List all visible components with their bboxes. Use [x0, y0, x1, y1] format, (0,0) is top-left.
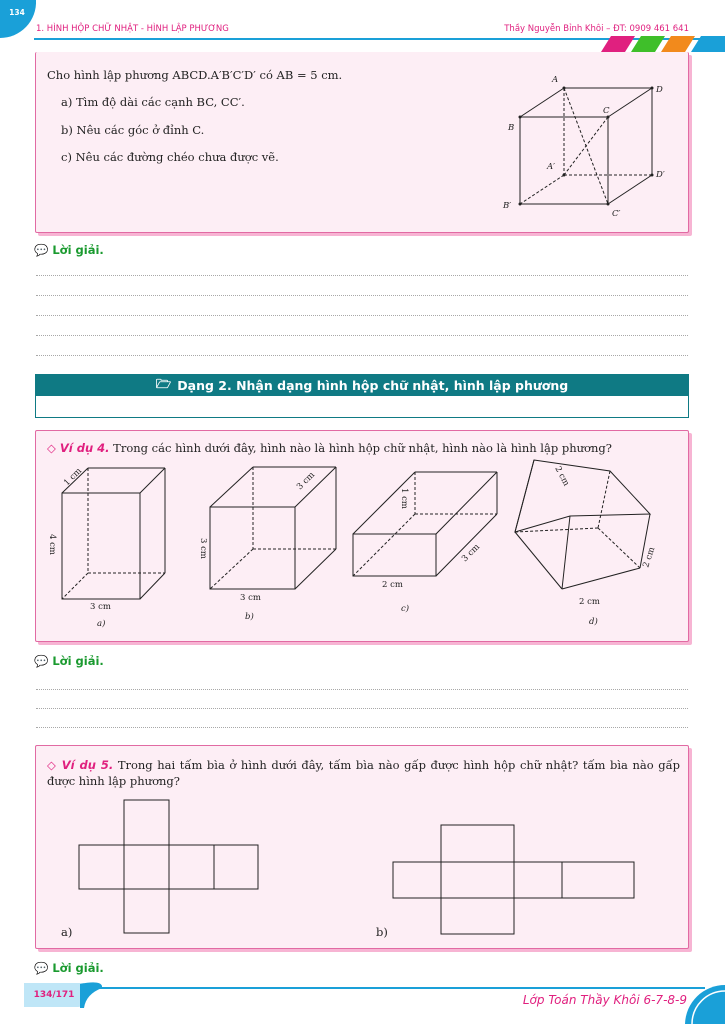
example5-label: [47, 758, 113, 772]
solution-label: [34, 654, 104, 668]
footer-rule: [85, 987, 705, 989]
fig-b-width: 3 cm: [240, 593, 261, 603]
header-chapter-title: 1. HÌNH HỘP CHỮ NHẬT - HÌNH LẬP PHƯƠNG: [36, 24, 229, 34]
answer-line: [36, 689, 688, 690]
answer-line: [36, 315, 688, 316]
fig-a-height: 4 cm: [47, 534, 57, 555]
answer-line: [36, 727, 688, 728]
footer-wave: [80, 980, 104, 1010]
section-title-bar: [35, 374, 689, 396]
solution-label-text: Lời giải.: [52, 243, 104, 257]
figure-c: [345, 460, 505, 620]
fig-c-height: 1 cm: [399, 488, 409, 509]
fig-a-depth: 1 cm: [62, 466, 84, 489]
footer-brand: Lớp Toán Thầy Khôi 6-7-8-9: [522, 993, 687, 1007]
section-box: [35, 396, 689, 418]
answer-line: [36, 708, 688, 709]
example4-question: Trong các hình dưới đây, hình nào là hình hộp chữ nhật, hình nào là hình lập phương?: [113, 441, 612, 455]
fig-b-height: 3 cm: [198, 538, 208, 559]
example4-label: [47, 441, 110, 455]
header-page-number: 134: [9, 8, 25, 17]
vertex-A1: A′: [547, 162, 556, 172]
footer-page-indicator: 134/171: [24, 983, 84, 1007]
diamond-icon: ◇: [47, 441, 56, 455]
fig-d-side: 2 cm: [641, 545, 658, 569]
figure-d: [510, 456, 660, 631]
vertex-B1: B′: [503, 201, 512, 211]
fig-c-depth: 3 cm: [460, 542, 482, 565]
example4-text: [47, 441, 687, 455]
net-a-caption: a): [61, 925, 73, 939]
answer-line: [36, 335, 688, 336]
net-b: [385, 820, 645, 940]
example5-question: Trong hai tấm bìa ở hình dưới đây, tấm bìa nào gấp được hình hộp chữ nhật? tấm bìa nào gấp được hình lập phương?: [47, 758, 681, 788]
header-author: Thầy Nguyễn Bỉnh Khôi – ĐT: 0909 461 641: [504, 24, 689, 34]
example4-label-text: Ví dụ 4.: [59, 441, 110, 455]
fig-a-width: 3 cm: [90, 602, 111, 612]
footer-corner: [685, 985, 725, 1024]
figure-a: [40, 460, 180, 635]
fig-d-caption: d): [589, 617, 598, 627]
vertex-C1: C′: [612, 209, 621, 219]
folder-open-icon: 🗁: [155, 375, 172, 391]
vertex-D: D: [656, 85, 663, 95]
cube-figure: [500, 68, 680, 220]
section-title: Dạng 2. Nhận dạng hình hộp chữ nhật, hình lập phương: [177, 377, 569, 393]
vertex-C: C: [603, 106, 610, 116]
solution-label-text: Lời giải.: [52, 654, 104, 668]
problem-intro: Cho hình lập phương ABCD.A′B′C′D′ có AB = 5 cm.: [47, 68, 343, 82]
example5-text: [47, 757, 680, 789]
problem-item-a: a) Tìm độ dài các cạnh BC, CC′.: [61, 95, 245, 109]
fig-d-top: 2 cm: [552, 464, 572, 488]
solution-label-text: Lời giải.: [52, 961, 104, 975]
vertex-B: B: [508, 123, 515, 133]
fig-c-caption: c): [401, 604, 410, 614]
speech-bubble-icon: 💬: [34, 243, 49, 257]
speech-bubble-icon: 💬: [34, 961, 49, 975]
solution-label: [34, 961, 104, 975]
example5-label-text: Ví dụ 5.: [61, 758, 114, 772]
answer-line: [36, 355, 688, 356]
solution-label: [34, 243, 104, 257]
fig-d-bottom: 2 cm: [579, 597, 600, 607]
figure-b: [190, 460, 340, 630]
problem-item-b: b) Nêu các góc ở đỉnh C.: [61, 123, 205, 137]
vertex-D1: D′: [656, 170, 665, 180]
diamond-icon: ◇: [47, 758, 57, 772]
speech-bubble-icon: 💬: [34, 654, 49, 668]
answer-line: [36, 275, 688, 276]
problem-item-c: c) Nêu các đường chéo chưa được vẽ.: [61, 150, 279, 164]
vertex-A: A: [552, 75, 559, 85]
net-a: [70, 795, 270, 940]
net-b-caption: b): [376, 925, 388, 939]
fig-c-width: 2 cm: [382, 580, 403, 590]
fig-b-depth: 3 cm: [295, 470, 317, 493]
fig-b-caption: b): [245, 612, 254, 622]
answer-line: [36, 295, 688, 296]
fig-a-caption: a): [97, 619, 106, 629]
